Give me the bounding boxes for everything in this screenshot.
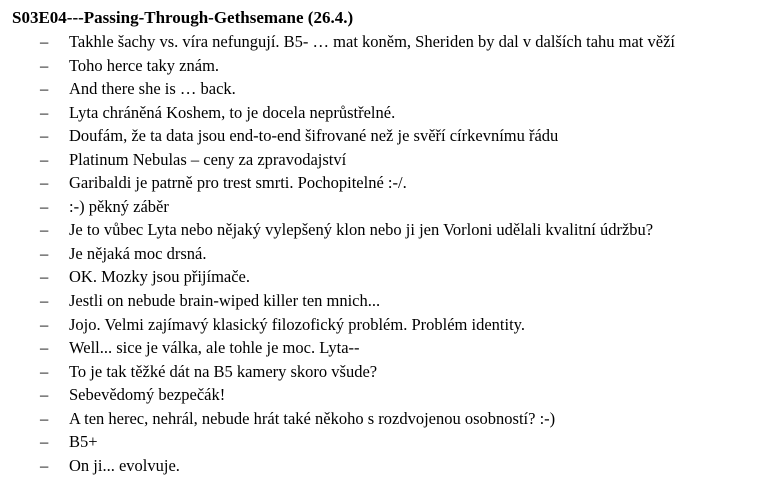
list-item <box>0 30 783 54</box>
list-item <box>0 407 783 431</box>
list-item <box>0 430 783 454</box>
list-item-text: To je tak těžké dát na B5 kamery skoro všude? <box>69 361 378 381</box>
list-item-text: A ten herec, nehrál, nebude hrát také někoho s rozdvojenou osobností? :-) <box>69 408 556 428</box>
list-item-text: Sebevědomý bezpečák! <box>69 385 226 405</box>
list-item-text: Je nějaká moc drsná. <box>69 243 207 263</box>
list-item-text: Jojo. Velmi zajímavý klasický filozofický problém. Problém identity. <box>69 314 525 334</box>
list-item-text: OK. Mozky jsou přijímače. <box>69 267 251 287</box>
list-item-text: Doufám, že ta data jsou end-to-end šifrované než je svěří církevnímu řádu <box>69 126 559 146</box>
bullet-dash: – <box>40 243 49 263</box>
bullet-dash: – <box>40 102 49 122</box>
list-item-text: And there she is … back. <box>69 79 236 99</box>
list-item <box>0 54 783 78</box>
list-item-text: B5+ <box>69 432 98 452</box>
list-item-text: Garibaldi je patrně pro trest smrti. Pochopitelné :-/. <box>69 173 407 193</box>
list-item <box>0 289 783 313</box>
bullet-dash: – <box>40 385 49 405</box>
list-item-text: Toho herce taky znám. <box>69 55 220 75</box>
bullet-dash: – <box>40 55 49 75</box>
bullet-dash: – <box>40 126 49 146</box>
bullet-dash: – <box>40 291 49 311</box>
notes-list <box>0 30 783 477</box>
list-item-text: On ji... evolvuje. <box>69 455 180 475</box>
bullet-dash: – <box>40 455 49 475</box>
bullet-dash: – <box>40 149 49 169</box>
list-item-text: Jestli on nebude brain-wiped killer ten mnich... <box>69 291 381 311</box>
list-item <box>0 383 783 407</box>
list-item-text: :-) pěkný záběr <box>69 196 169 216</box>
list-item-text: Takhle šachy vs. víra nefungují. B5- … mat koněm, Sheriden by dal v dalších tahu mat věží <box>69 32 675 51</box>
list-item <box>0 454 783 478</box>
bullet-dash: – <box>40 314 49 334</box>
document-title: S03E04---Passing-Through-Gethsemane (26.4.) <box>12 8 354 27</box>
list-item <box>0 77 783 101</box>
list-item <box>0 218 783 242</box>
bullet-dash: – <box>40 267 49 287</box>
list-item <box>0 360 783 384</box>
bullet-dash: – <box>40 361 49 381</box>
list-item <box>0 171 783 195</box>
bullet-dash: – <box>40 432 49 452</box>
list-item <box>0 336 783 360</box>
list-item <box>0 242 783 266</box>
list-item-text: Well... sice je válka, ale tohle je moc. Lyta-- <box>69 338 360 358</box>
bullet-dash: – <box>40 408 49 428</box>
list-item-text: Platinum Nebulas – ceny za zpravodajství <box>69 149 347 169</box>
list-item <box>0 124 783 148</box>
list-item <box>0 148 783 172</box>
bullet-dash: – <box>40 338 49 358</box>
list-item-text: Je to vůbec Lyta nebo nějaký vylepšený klon nebo ji jen Vorloni udělali kvalitní údržbu? <box>69 220 654 240</box>
list-item <box>0 195 783 219</box>
list-item <box>0 101 783 125</box>
list-item <box>0 313 783 337</box>
list-item <box>0 265 783 289</box>
bullet-dash: – <box>40 196 49 216</box>
bullet-dash: – <box>40 79 49 99</box>
list-item-text: Lyta chráněná Koshem, to je docela neprůstřelné. <box>69 102 396 122</box>
bullet-dash: – <box>40 32 49 51</box>
bullet-dash: – <box>40 220 49 240</box>
bullet-dash: – <box>40 173 49 193</box>
